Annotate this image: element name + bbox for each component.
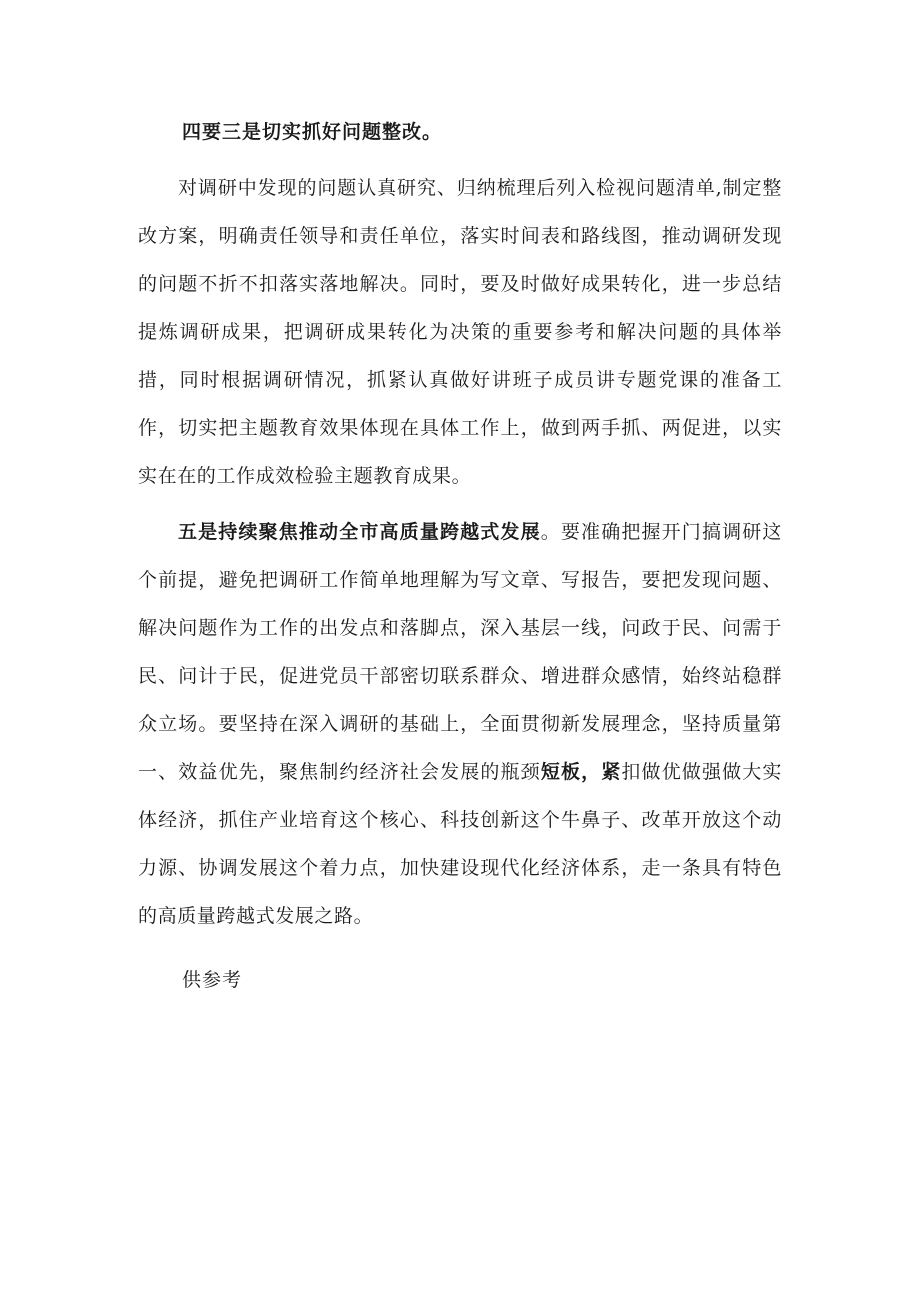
emphasized-phrase: 短板，紧	[540, 761, 622, 783]
closing-note: 供参考	[182, 969, 243, 991]
paragraph-problem-rectification: 对调研中发现的问题认真研究、归纳梳理后列入检视问题清单,制定整改方案，明确责任领导和责任单位，落实时间表和路线图，推动调研发现的问题不折不扣落实落地解决。同时，要及时做好成果转化，进一步总结提炼调研成果，把调研成果转化为决策的重要参考和解决问题的具体举措，同时根据调研情况，抓紧认真做好讲班子成员讲专题党课的准备工作，切实把主题教育效果体现在具体工作上，做到两手抓、两促进，以实实在在的工作成效检验主题教育成果。	[138, 177, 782, 487]
paragraph-lead-heading: 五是持续聚焦推动全市高质量跨越式发展	[178, 521, 541, 543]
paragraph-high-quality-development	[138, 508, 782, 940]
paragraph-text-part2: 扣做优做强做大实体经济，抓住产业培育这个核心、科技创新这个牛鼻子、改革开放这个动力源、协调发展这个着力点，加快建设现代化经济体系，走一条具有特色的高质量跨越式发展之路。	[138, 761, 782, 927]
section-heading: 四要三是切实抓好问题整改。	[182, 121, 443, 143]
paragraph-text-part1: 。要准确把握开门搞调研这个前提，避免把调研工作简单地理解为写文章、写报告，要把发现问题、解决问题作为工作的出发点和落脚点，深入基层一线，问政于民、问需于民、问计于民，促进党员干部密切联系群众、增进群众感情，始终站稳群众立场。要坚持在深入调研的基础上，全面贯彻新发展理念，坚持质量第一、效益优先，聚焦制约经济社会发展的瓶颈	[138, 521, 782, 783]
